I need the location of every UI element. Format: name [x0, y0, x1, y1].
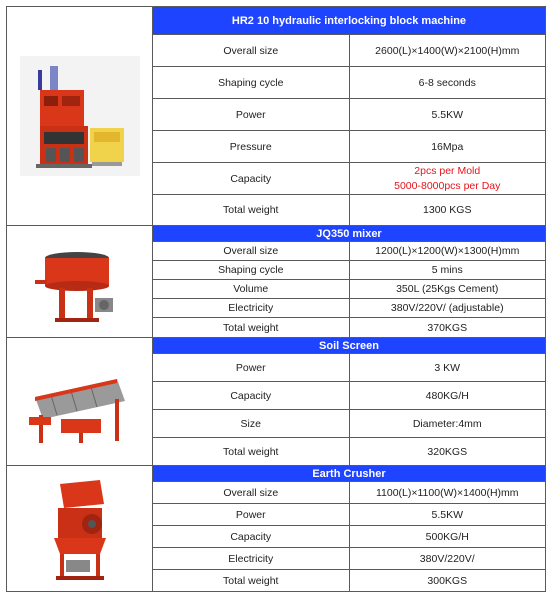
row-value: 6-8 seconds	[349, 67, 546, 99]
row-label: Capacity	[153, 382, 350, 410]
row-label: Overall size	[153, 242, 350, 261]
row-value: 380V/220V/	[349, 548, 546, 570]
row-label: Power	[153, 354, 350, 382]
row-value: 1100(L)×1100(W)×1400(H)mm	[349, 482, 546, 504]
row-label: Shaping cycle	[153, 261, 350, 280]
row-value: 3 KW	[349, 354, 546, 382]
spec-table	[6, 6, 546, 592]
earth-crusher-image-cell	[7, 466, 153, 592]
capacity-value	[349, 163, 546, 195]
row-label: Volume	[153, 280, 350, 299]
soil-screen-photo	[21, 357, 139, 447]
mixer-image-cell	[7, 226, 153, 338]
row-value: 370KGS	[349, 318, 546, 338]
row-value: 380V/220V/ (adjustable)	[349, 299, 546, 318]
row-label: Shaping cycle	[153, 67, 350, 99]
row-label: Overall size	[153, 482, 350, 504]
spec-sheet	[6, 6, 546, 592]
row-label: Total weight	[153, 570, 350, 592]
row-value: 5 mins	[349, 261, 546, 280]
row-value: Diameter:4mm	[349, 410, 546, 438]
row-value: 16Mpa	[349, 131, 546, 163]
section-title: HR2 10 hydraulic interlocking block machine	[153, 7, 546, 35]
row-label: Overall size	[153, 35, 350, 67]
row-value: 1200(L)×1200(W)×1300(H)mm	[349, 242, 546, 261]
section-header-row	[7, 338, 546, 354]
capacity-line-2: 5000-8000pcs per Day	[394, 179, 501, 192]
row-value: 2600(L)×1400(W)×2100(H)mm	[349, 35, 546, 67]
section-title: Earth Crusher	[153, 466, 546, 482]
row-value: 320KGS	[349, 438, 546, 466]
section-header-row	[7, 226, 546, 242]
section-title: Soil Screen	[153, 338, 546, 354]
capacity-line-1: 2pcs per Mold	[414, 164, 481, 177]
row-value: 5.5KW	[349, 504, 546, 526]
soil-screen-image-cell	[7, 338, 153, 466]
row-value: 350L (25Kgs Cement)	[349, 280, 546, 299]
row-label: Capacity	[153, 163, 350, 195]
row-label: Total weight	[153, 195, 350, 226]
row-label: Electricity	[153, 299, 350, 318]
row-label: Total weight	[153, 438, 350, 466]
row-label: Power	[153, 99, 350, 131]
row-label: Total weight	[153, 318, 350, 338]
row-label: Power	[153, 504, 350, 526]
hydraulic-block-machine-photo	[20, 56, 140, 176]
earth-crusher-photo	[30, 474, 130, 584]
row-value: 1300 KGS	[349, 195, 546, 226]
row-value: 5.5KW	[349, 99, 546, 131]
row-value: 480KG/H	[349, 382, 546, 410]
row-value: 500KG/H	[349, 526, 546, 548]
section-header-row	[7, 7, 546, 35]
machine-image-cell	[7, 7, 153, 226]
section-title: JQ350 mixer	[153, 226, 546, 242]
row-label: Electricity	[153, 548, 350, 570]
section-header-row	[7, 466, 546, 482]
row-label: Capacity	[153, 526, 350, 548]
row-label: Pressure	[153, 131, 350, 163]
mixer-photo	[25, 236, 135, 328]
row-label: Size	[153, 410, 350, 438]
row-value: 300KGS	[349, 570, 546, 592]
